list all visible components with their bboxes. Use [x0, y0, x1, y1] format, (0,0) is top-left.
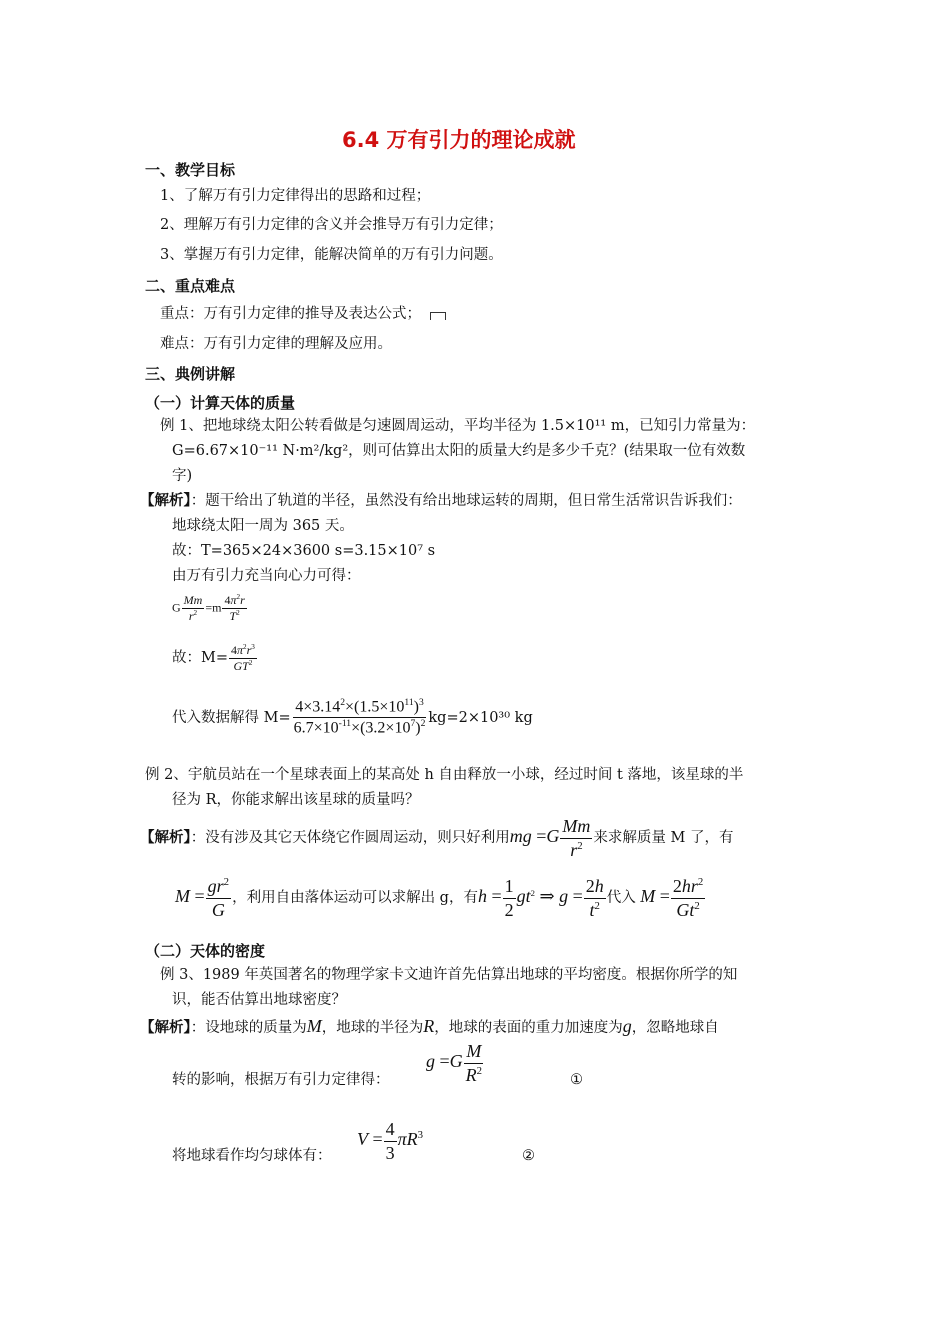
- solution-3-text-a: ：设地球的质量为: [190, 1020, 307, 1036]
- example-3-line-2: 识，能否估算出地球密度？: [172, 992, 346, 1008]
- example-2-line-1: 例 2、宇航员站在一个星球表面上的某高处 h 自由释放一小球，经过时间 t 落地，该星球的半: [145, 767, 744, 783]
- solution-3-line-2: 转的影响，根据万有引力定律得：: [172, 1072, 390, 1088]
- solution-2-text-a: ：没有涉及其它天体绕它作圆周运动，则只好利用: [190, 830, 510, 846]
- solution-2-line-2: M = $\frac{gr^2}{G}$ ，利用自由落体运动可以求解出 g，有h = $\frac{1}{2}$ $gt^2$ ⇒ g = $\frac{2h}{t^2}$ 代入 M = $\frac{2hr^2}{Gt^2}$: [175, 876, 704, 920]
- example-2-line-2: 径为 R，你能求解出该星球的质量吗？: [172, 792, 420, 808]
- solution-2-line-1: 【解析】：没有涉及其它天体绕它作圆周运动，则只好利用mg =G $\frac{Mm}{r^2}$ 来求解质量 M 了，有: [140, 816, 734, 860]
- goal-item-2: 2、理解万有引力定律的含义并会推导万有引力定律；: [160, 217, 503, 233]
- formula-substitution: 代入数据解得 M= $\frac{4\times 3.14^2\times(1.5\times 10^{11})^3}{6.7\times 10^{-11}\times(3.2\times 10^7)^2}$ kg=2×10³⁰ kg: [172, 697, 533, 737]
- section-heading-goals: 一、教学目标: [145, 161, 236, 179]
- solution-3-tag: 【解析】: [140, 1019, 191, 1036]
- formula-mass-label: 故：M=: [172, 649, 228, 666]
- formula-mg: mg: [509, 826, 532, 846]
- equation-mark-1: ①: [570, 1072, 583, 1088]
- solution-1-line-2: 地球绕太阳一周为 365 天。: [172, 518, 354, 534]
- example-1-line-2: G=6.67×10⁻¹¹ N·m²/kg²，则可估算出太阳的质量大约是多少千克？(结果取一位有效数: [172, 443, 746, 459]
- page-title: 6.4 万有引力的理论成就: [342, 128, 576, 152]
- solution-1-line-4: 由万有引力充当向心力可得：: [172, 568, 361, 584]
- example-1-line-3: 字): [172, 468, 193, 484]
- difficulty-line: 难点：万有引力定律的理解及应用。: [160, 336, 392, 352]
- goal-item-3: 3、掌握万有引力定律，能解决简单的万有引力问题。: [160, 247, 503, 263]
- placeholder-mark-icon: [430, 312, 446, 320]
- solution-3-text-c: ，地球的表面的重力加速度为: [434, 1020, 623, 1036]
- subsection-density: （二）天体的密度: [145, 942, 266, 960]
- solution-3-text-b: ，地球的半径为: [321, 1020, 424, 1036]
- solution-2-tag: 【解析】: [140, 829, 191, 846]
- example-1-line-1: 例 1、把地球绕太阳公转看做是匀速圆周运动，平均半径为 1.5×10¹¹ m，已知引力常量为：: [160, 418, 756, 434]
- solution-tag: 【解析】: [140, 492, 191, 509]
- goal-item-1: 1、了解万有引力定律得出的思路和过程；: [160, 188, 431, 204]
- solution-3-line-3: 将地球看作均匀球体有：: [172, 1148, 332, 1164]
- solution-3-text-d: ，忽略地球自: [631, 1020, 719, 1036]
- formula-sphere-volume: V = $\frac{4}{3}$ $\pi R^3$: [357, 1119, 424, 1163]
- solution-2-text-d: 代入: [606, 890, 636, 906]
- solution-2-text-c: ，利用自由落体运动可以求解出 g，有: [232, 890, 478, 906]
- solution-1-line-3: 故：T=365×24×3600 s=3.15×10⁷ s: [172, 543, 436, 559]
- substitution-label: 代入数据解得 M=: [172, 709, 291, 726]
- section-heading-examples: 三、典例讲解: [145, 365, 236, 383]
- section-heading-keypoints: 二、重点难点: [145, 277, 236, 295]
- subsection-mass: （一）计算天体的质量: [145, 394, 296, 412]
- formula-surface-gravity: g =G $\frac{M}{R^2}$: [426, 1041, 483, 1085]
- formula-mass-result: 故：M= $\frac{4\pi^2r^3}{GT^2}$: [172, 643, 255, 673]
- focus-line: [160, 304, 446, 324]
- substitution-result: kg=2×10³⁰ kg: [428, 709, 533, 726]
- focus-text: 重点：万有引力定律的推导及表达公式；: [160, 306, 421, 322]
- solution-2-text-b: 来求解质量 M 了，有: [593, 830, 734, 846]
- equation-mark-2: ②: [522, 1148, 535, 1164]
- solution-3-line-1: 【解析】：设地球的质量为M，地球的半径为R，地球的表面的重力加速度为g，忽略地球自: [140, 1016, 719, 1036]
- example-3-line-1: 例 3、1989 年英国著名的物理学家卡文迪许首先估算出地球的平均密度。根据你所学的知: [160, 967, 738, 983]
- solution-1-text: ：题干给出了轨道的半径，虽然没有给出地球运转的周期，但日常生活常识告诉我们：: [190, 493, 742, 509]
- formula-gravity-centripetal: G $\frac{Mm}{r^2}$ =m $\frac{4\pi^2r}{T^2}$: [172, 593, 245, 623]
- solution-1-line-1: [140, 491, 742, 511]
